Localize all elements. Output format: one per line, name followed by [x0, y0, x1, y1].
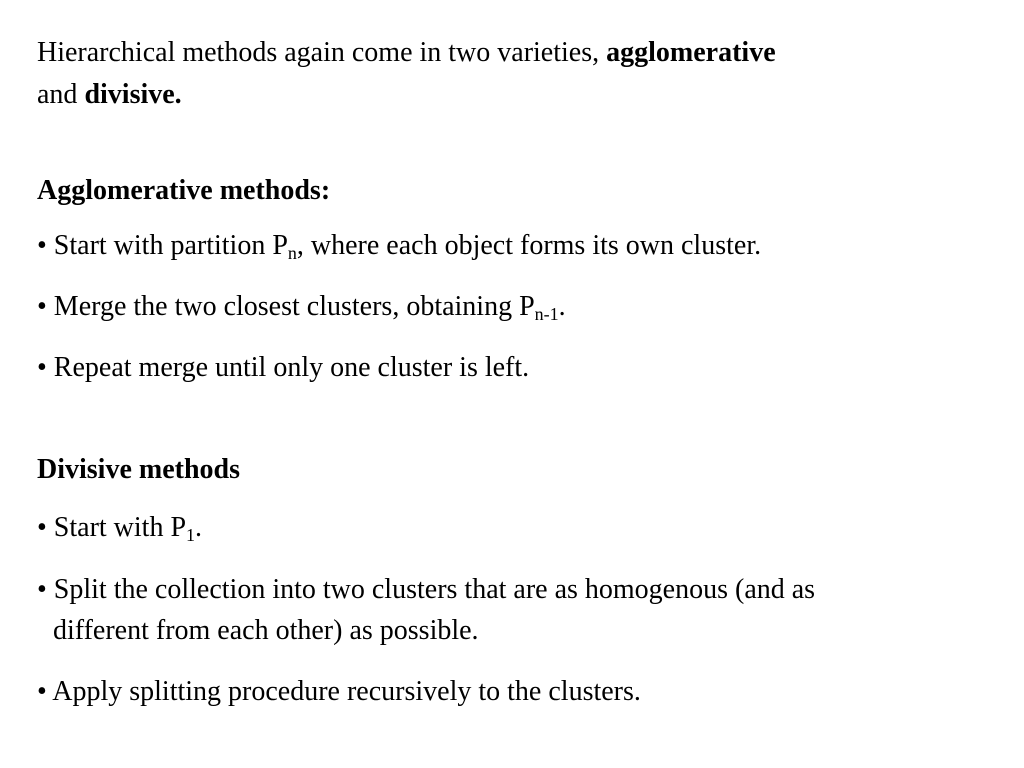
- intro-text-1: Hierarchical methods again come in two varieties,: [37, 37, 607, 68]
- agglomerative-bullet-1-suffix: , where each object forms its own cluster.: [296, 230, 762, 261]
- intro-text-2: and: [37, 79, 85, 110]
- agglomerative-bullet-1-prefix: • Start with partition P: [37, 230, 288, 261]
- divisive-bullet-1-prefix: • Start with P: [37, 512, 187, 543]
- intro-line-2: [37, 79, 182, 111]
- divisive-bullet-1-sub: 1: [186, 525, 196, 545]
- divisive-bullet-1: [37, 512, 202, 544]
- intro-bold-agglomerative: agglomerative: [606, 37, 776, 68]
- agglomerative-heading: Agglomerative methods:: [37, 175, 331, 206]
- agglomerative-bullet-1-sub: n: [287, 243, 297, 263]
- agglomerative-bullet-2-sub: n-1: [534, 304, 559, 324]
- intro-bold-divisive: divisive.: [84, 79, 182, 110]
- divisive-bullet-3: • Apply splitting procedure recursively to the clusters.: [37, 676, 641, 707]
- divisive-bullet-2-line-1: • Split the collection into two clusters that are as homogenous (and as: [37, 574, 816, 605]
- intro-line-1: [37, 37, 776, 69]
- agglomerative-bullet-3: • Repeat merge until only one cluster is left.: [37, 352, 530, 383]
- agglomerative-bullet-2-prefix: • Merge the two closest clusters, obtaining P: [37, 291, 535, 322]
- divisive-bullet-1-suffix: .: [195, 512, 203, 543]
- agglomerative-bullet-2: [37, 291, 566, 323]
- divisive-bullet-2-line-2: different from each other) as possible.: [53, 615, 479, 646]
- agglomerative-bullet-1: [37, 230, 761, 262]
- divisive-heading: Divisive methods: [37, 454, 240, 485]
- agglomerative-bullet-2-suffix: .: [558, 291, 566, 322]
